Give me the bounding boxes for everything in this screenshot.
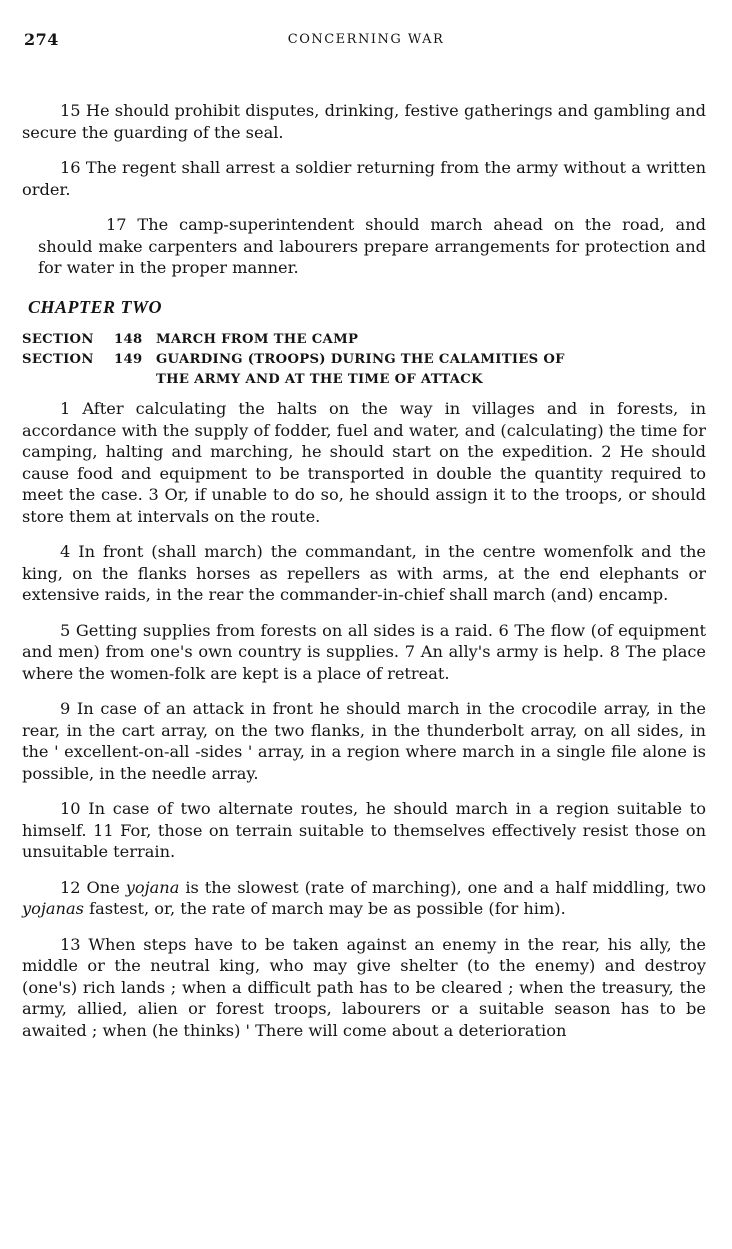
paragraph-5-8: 5 Getting supplies from forests on all sides is a raid. 6 The flow (of equipment and men) from one's own country is supplies. 7 An ally's army is help. 8 The place where the women-folk are kept is a place of retreat. [22,620,706,683]
paragraph-text: is the slowest (rate of marching), one and a half middling, two [179,877,706,897]
chapter-heading: CHAPTER TWO [28,296,163,317]
term-yojana: yojana [125,877,180,897]
running-title: CONCERNING WAR [287,32,445,47]
paragraph-number: 16 [60,158,81,177]
paragraph-12 [22,877,706,920]
paragraph-text: The camp-superintendent should march ahead on the road, and should make carpenters and labourers prepare arrangements for protection and for water in the proper manner. [38,215,706,277]
section-heading-149 [22,350,706,370]
section-title-continuation: THE ARMY AND AT THE TIME OF ATTACK [156,372,483,387]
section-heading-148 [22,330,706,350]
paragraph-text: The regent shall arrest a soldier returning from the army without a written order. [22,158,706,199]
section-label: SECTION [22,352,94,367]
paragraph-13: 13 When steps have to be taken against an enemy in the rear, his ally, the middle or the neutral king, who may give shelter (to the enemy) and destroy (one's) rich lands ; when a difficult path has to be cleared ; when the treasury, the army, allied, alien or forest troops, labourers or a suitable season has to be awaited ; when (he thinks) ' There will come about a deterioration [22,934,706,1040]
paragraph-number: 17 [106,215,127,234]
running-head [24,30,708,54]
section-number: 148 [114,332,143,347]
paragraph-text: fastest, or, the rate of march may be as possible (for him). [83,899,566,918]
paragraph-10-11: 10 In case of two alternate routes, he should march in a region suitable to himself. 11 For, those on terrain suitable to themselves effectively resist those on unsuitable terrain. [22,799,706,861]
section-label: SECTION [22,332,94,347]
paragraph-16 [22,157,706,200]
paragraph-1-3: 1 After calculating the halts on the way in villages and in forests, in accordance with the supply of fodder, fuel and water, and (calculating) the time for camping, halting and marching, he should start on the expedition. 2 He should cause food and equipment to be transported in double the quantity required to meet the case. 3 Or, if unable to do so, he should assign it to the troops, or should store them at intervals on the route. [22,399,706,526]
term-yojanas: yojanas [22,899,84,918]
paragraph-4: 4 In front (shall march) the commandant, in the centre womenfolk and the king, on the flanks horses as repellers as with arms, at the end elephants or extensive raids, in the rear the commander-in-chief shall march (and) encamp. [22,542,706,604]
page-number: 274 [24,30,59,49]
paragraph-text: He should prohibit disputes, drinking, festive gatherings and gambling and secure the guarding of the seal. [22,101,706,142]
section-title: GUARDING (TROOPS) DURING THE CALAMITIES OF [156,352,565,367]
paragraph-17 [22,214,706,279]
paragraph-text: 12 One [60,877,126,897]
section-headings [22,330,706,390]
paragraph-number: 15 [60,101,81,120]
paragraph-15 [22,100,706,143]
paragraph-9: 9 In case of an attack in front he should march in the crocodile array, in the rear, in the cart array, on the two flanks, in the thunderbolt array, on all sides, in the ' excellent-on-all -sides ' array, in a region where march in a single file alone is possible, in the needle array. [22,699,706,783]
section-number: 149 [114,352,143,367]
page-body [22,100,706,1055]
section-title: MARCH FROM THE CAMP [156,332,359,347]
